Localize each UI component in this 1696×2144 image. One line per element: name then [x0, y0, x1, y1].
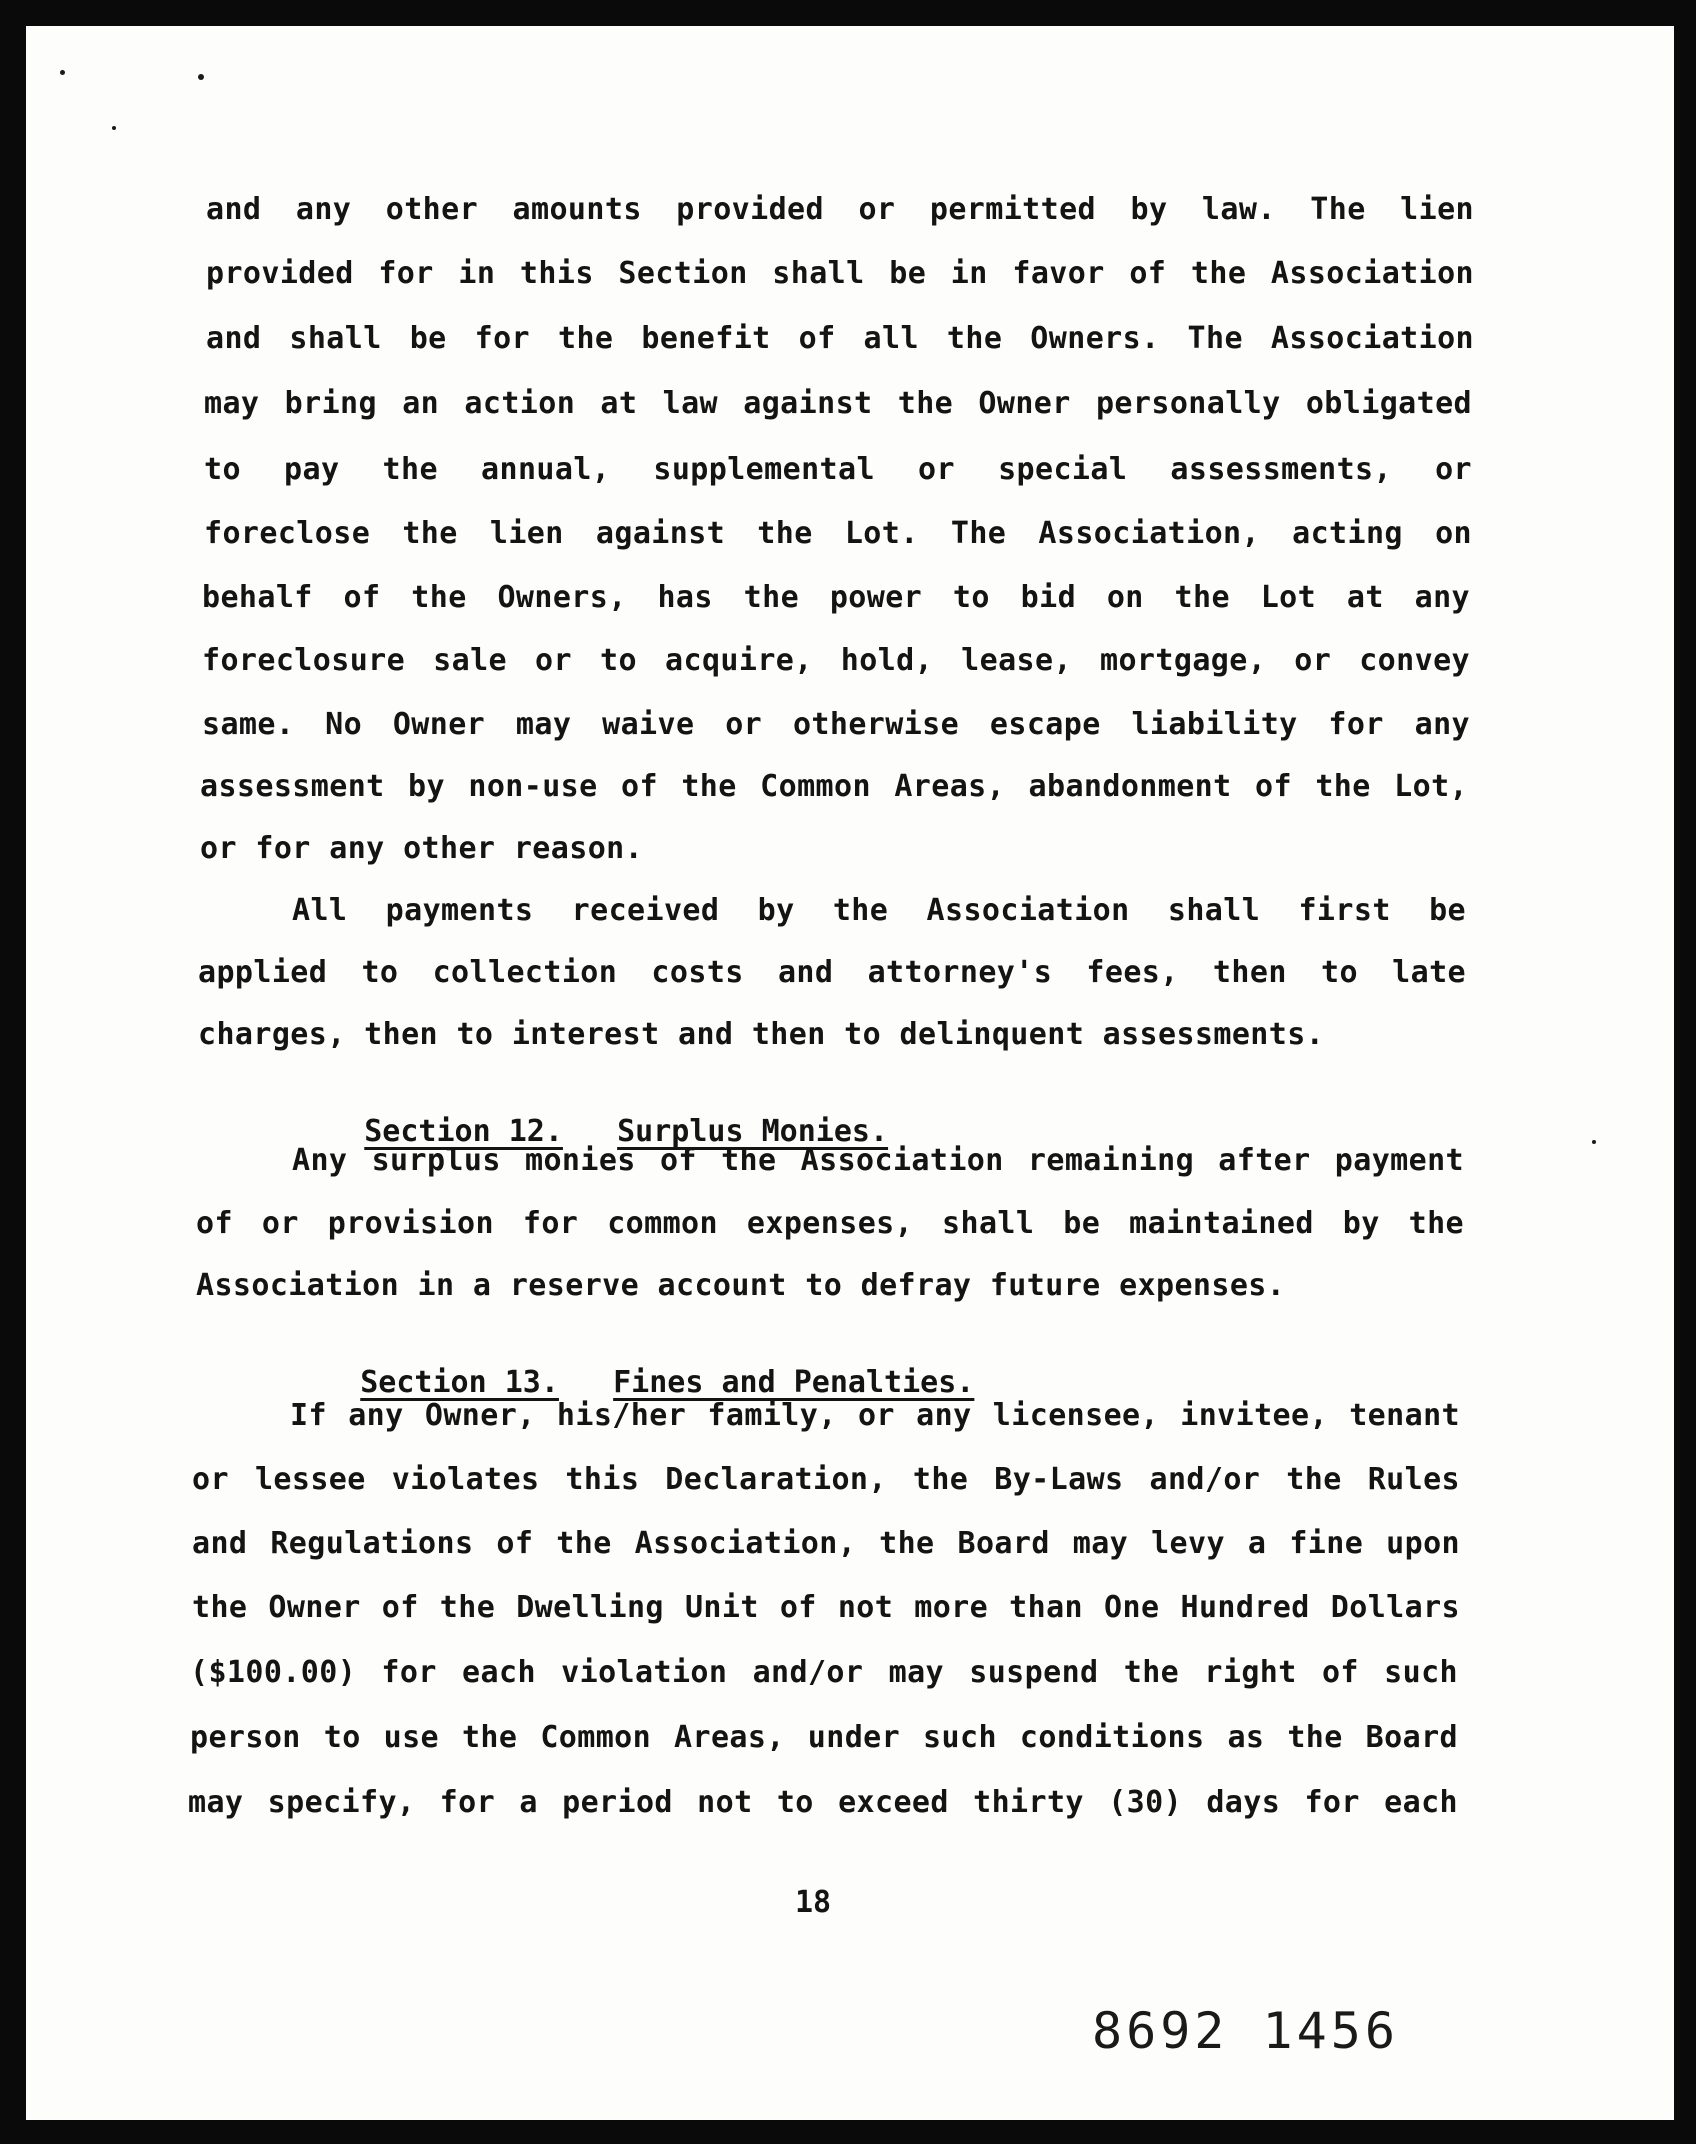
scan-speck — [1592, 1140, 1596, 1144]
body-line: the Owner of the Dwelling Unit of not more than One Hundred Dollars — [192, 1590, 1460, 1625]
section-12-title: Surplus Monies. — [617, 1114, 889, 1149]
body-line: foreclosure sale or to acquire, hold, lease, mortgage, or convey — [202, 643, 1470, 678]
body-line: behalf of the Owners, has the power to bid on the Lot at any — [202, 580, 1470, 615]
body-line: Association in a reserve account to defray future expenses. — [196, 1268, 1286, 1303]
body-line: ($100.00) for each violation and/or may suspend the right of such — [190, 1655, 1458, 1690]
body-line: of or provision for common expenses, shall be maintained by the — [196, 1206, 1464, 1241]
section-12-number: Section 12. — [364, 1114, 563, 1149]
body-line: may specify, for a period not to exceed thirty (30) days for each — [188, 1785, 1458, 1820]
body-line: or for any other reason. — [200, 831, 644, 866]
book-page-stamp: 8692 1456 — [1092, 2002, 1399, 2060]
body-line: to pay the annual, supplemental or special assessments, or — [204, 452, 1472, 487]
scan-speck — [60, 70, 65, 75]
section-13-number: Section 13. — [360, 1365, 559, 1400]
section-13-title: Fines and Penalties. — [613, 1365, 975, 1400]
body-line: If any Owner, his/her family, or any licensee, invitee, tenant — [290, 1398, 1460, 1433]
body-line: assessment by non-use of the Common Areas, abandonment of the Lot, — [200, 769, 1468, 804]
body-line: provided for in this Section shall be in favor of the Association — [206, 256, 1474, 291]
body-line: and Regulations of the Association, the Board may levy a fine upon — [192, 1526, 1460, 1561]
body-line: applied to collection costs and attorney's fees, then to late — [198, 955, 1466, 990]
body-line: Any surplus monies of the Association remaining after payment — [292, 1143, 1464, 1178]
body-line: charges, then to interest and then to delinquent assessments. — [198, 1017, 1325, 1052]
scan-speck — [112, 126, 116, 130]
body-line: and any other amounts provided or permitted by law. The lien — [206, 192, 1474, 227]
body-line: foreclose the lien against the Lot. The Association, acting on — [204, 516, 1472, 551]
body-line: All payments received by the Association shall first be — [292, 893, 1466, 928]
body-line: may bring an action at law against the Owner personally obligated — [204, 386, 1472, 421]
body-line: same. No Owner may waive or otherwise escape liability for any — [202, 707, 1470, 742]
scan-speck — [198, 74, 204, 80]
body-line: or lessee violates this Declaration, the By-Laws and/or the Rules — [192, 1462, 1460, 1497]
page-number: 18 — [795, 1885, 832, 1920]
body-line: person to use the Common Areas, under such conditions as the Board — [190, 1720, 1458, 1755]
body-line: and shall be for the benefit of all the Owners. The Association — [206, 321, 1474, 356]
